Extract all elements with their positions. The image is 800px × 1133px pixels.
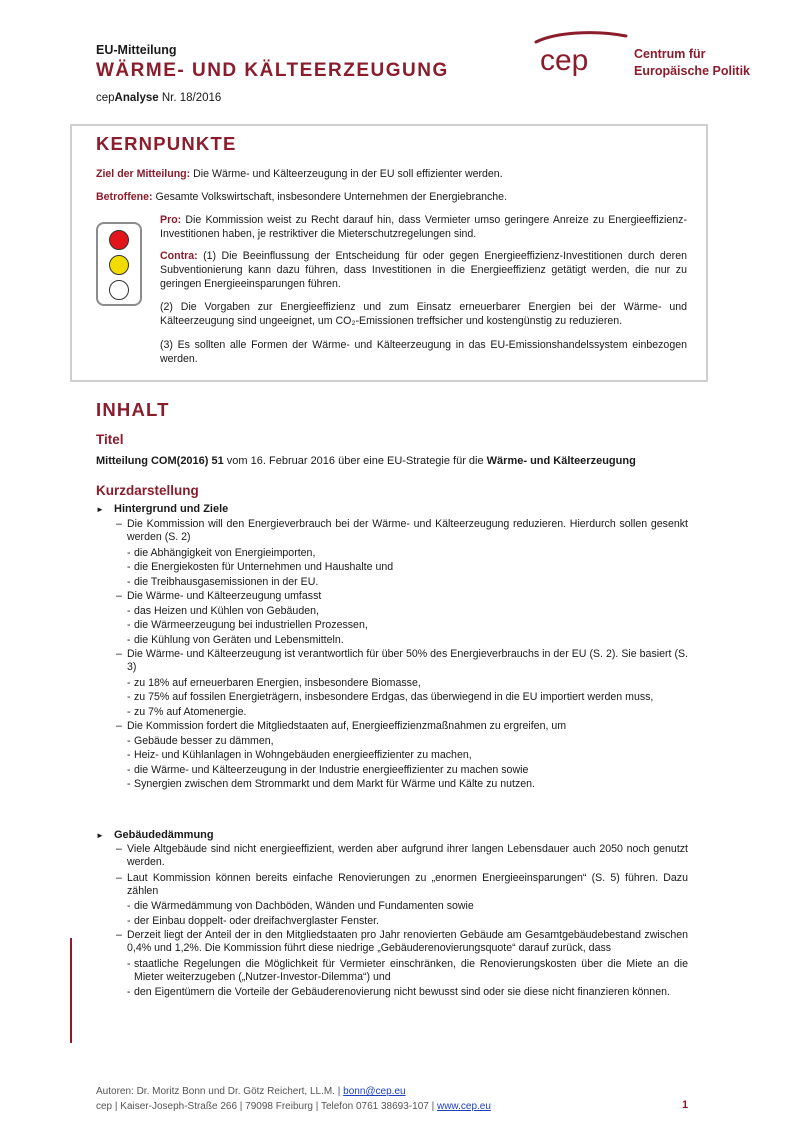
logo-text: cep	[540, 44, 589, 77]
bullet-marker: -	[127, 986, 131, 998]
contra-paragraph-2: (2) Die Vorgaben zur Energieeffizienz und zum Einsatz erneuerbarer Energien bei der Wärme- und Kälteerzeugung sind ungeeignet, um CO₂-Emissionen treffsicher und kostengünstig zu reduzieren.	[160, 301, 687, 327]
bullet-marker: -	[127, 691, 131, 703]
list-item	[96, 648, 688, 675]
bullet-marker: -	[127, 749, 131, 761]
footer	[96, 1085, 491, 1114]
list-item-text: Die Kommission will den Energieverbrauch bei der Wärme- und Kälteerzeugung reduzieren. Hierdurch sollen gesenkt werden (S. 2)	[127, 518, 688, 544]
bullet-marker: -	[127, 676, 131, 689]
list-item-text: Derzeit liegt der Anteil der in den Mitgliedstaaten pro Jahr renovierten Gebäude am Gesamtgebäudebestand zwischen 0,4% und 1,2%. Die Kommission führt diese niedrige „Gebäuderenovierungsquote“ darauf zurück, dass	[127, 929, 688, 955]
sub-list-item	[127, 986, 688, 999]
sub-list-item	[127, 677, 688, 690]
sub-list-item	[127, 605, 688, 618]
titel-heading: Titel	[96, 432, 124, 447]
footer-address: cep | Kaiser-Joseph-Straße 266 | 79098 Freiburg | Telefon 0761 38693-107 | www.cep.eu	[96, 1100, 491, 1112]
bullet-marker: -	[127, 575, 131, 588]
sub-list-item	[127, 691, 688, 704]
sub-list-item	[127, 561, 688, 574]
bullet-marker: –	[116, 720, 122, 732]
list-item-text: Die Wärme- und Kälteerzeugung ist verantwortlich für über 50% des Energieverbrauchs in der EU (S. 2). Sie basiert (S. 3)	[127, 648, 688, 674]
sub-list-item	[127, 900, 688, 913]
list-item-text: Die Wärme- und Kälteerzeugung umfasst	[127, 590, 322, 602]
yellow-lamp-icon	[109, 255, 129, 275]
list-item-text: Die Kommission fordert die Mitgliedstaaten auf, Energieeffizienzmaßnahmen zu ergreifen, um	[127, 720, 567, 732]
sub-list-item	[127, 749, 688, 762]
sub-list-item	[127, 634, 688, 647]
list-item-text: die Treibhausgasemissionen in der EU.	[134, 575, 319, 588]
bullet-marker: –	[116, 648, 122, 660]
bullet-marker: -	[127, 778, 131, 790]
list-item-text: zu 7% auf Atomenergie.	[134, 705, 247, 718]
bullet-marker: -	[127, 546, 131, 559]
list-item-text: die Wärme- und Kälteerzeugung in der Industrie energieeffizienter zu machen sowie	[134, 763, 529, 776]
list-item	[96, 929, 688, 956]
bullet-marker: –	[116, 871, 122, 884]
inhalt-heading: INHALT	[96, 399, 170, 420]
contra-paragraph-1: Contra: (1) Die Beeinflussung der Entscheidung für oder gegen Energieeffizienz-Investitionen durch deren Subventionierung kann dazu führen, dass Investitionen in die Energieeffizienz getätigt werden, die nur zu geringen Energieeinsparungen führen.	[160, 250, 687, 290]
list-item	[96, 872, 688, 899]
list-item-text: zu 18% auf erneuerbaren Energien, insbesondere Biomasse,	[134, 676, 421, 689]
email-link[interactable]: bonn@cep.eu	[343, 1086, 406, 1097]
list-item-text: Laut Kommission können bereits einfache Renovierungen zu „enormen Energieeinsparungen“ (S. 5) führen. Dazu zählen	[127, 871, 688, 897]
kurzdarstellung-heading: Kurzdarstellung	[96, 483, 199, 498]
footer-authors: Autoren: Dr. Moritz Bonn und Dr. Götz Reichert, LL.M. | bonn@cep.eu	[96, 1086, 406, 1097]
sub-list-item	[127, 547, 688, 560]
bullet-marker: -	[127, 561, 131, 573]
kernpunkte-heading: KERNPUNKTE	[96, 133, 237, 154]
bullet-marker: -	[127, 633, 131, 646]
list-item-text: die Wärmeerzeugung bei industriellen Prozessen,	[134, 619, 368, 631]
off-lamp-icon	[109, 280, 129, 300]
list-item-text: die Energiekosten für Unternehmen und Haushalte und	[134, 561, 394, 573]
bullet-marker: -	[127, 705, 131, 718]
section-title-gebaeudedaemmung: ► Gebäudedämmung	[96, 829, 214, 841]
list-item	[96, 590, 688, 603]
list-item	[96, 518, 688, 545]
document-title: WÄRME- UND KÄLTEERZEUGUNG	[96, 60, 449, 81]
list-item-text: staatliche Regelungen die Möglichkeit für Vermieter einschränken, die Renovierungskosten über die Miete an die Mieter weiterzugeben („Nutzer-Investor-Dilemma“) und	[134, 957, 688, 983]
change-marker-bar	[70, 938, 72, 1043]
sub-list-item	[127, 764, 688, 777]
sub-list-item	[127, 958, 688, 985]
analysis-number: cepAnalyse Nr. 18/2016	[96, 92, 222, 104]
section-title-hintergrund: ► Hintergrund und Ziele	[96, 503, 229, 515]
sub-list-item	[127, 915, 688, 928]
website-link[interactable]: www.cep.eu	[436, 1100, 491, 1112]
list-item-text: das Heizen und Kühlen von Gebäuden,	[134, 604, 319, 617]
bullet-marker: –	[116, 843, 122, 855]
list-item-text: Synergien zwischen dem Strommarkt und dem Markt für Wärme und Kälte zu nutzen.	[134, 778, 535, 790]
list-item-text: die Abhängigkeit von Energieimporten,	[134, 546, 316, 559]
sub-list-item	[127, 706, 688, 719]
betroffene-line: Betroffene: Gesamte Volkswirtschaft, insbesondere Unternehmen der Energiebranche.	[96, 191, 508, 203]
list-item	[96, 720, 688, 733]
list-item-text: den Eigentümern die Vorteile der Gebäuderenovierung nicht bewusst sind oder sie diese nicht finanzieren können.	[134, 986, 670, 998]
titel-line: Mitteilung COM(2016) 51 vom 16. Februar 2016 über eine EU-Strategie für die Wärme- und Kälteerzeugung	[96, 455, 636, 467]
red-lamp-icon	[109, 230, 129, 250]
bullet-marker: -	[127, 900, 131, 912]
list-item-text: Heiz- und Kühlanlagen in Wohngebäuden energieeffizienter zu machen,	[134, 749, 472, 761]
ziel-line: Ziel der Mitteilung: Die Wärme- und Kälteerzeugung in der EU soll effizienter werden.	[96, 168, 503, 180]
list-item-text: Gebäude besser zu dämmen,	[134, 734, 274, 747]
list-item-text: zu 75% auf fossilen Energieträgern, insbesondere Erdgas, das überwiegend in die EU importiert werden muss,	[134, 691, 654, 703]
arrow-right-icon: ►	[96, 831, 104, 840]
bullet-marker: -	[127, 604, 131, 617]
bullet-marker: –	[116, 590, 122, 602]
sub-list-item	[127, 576, 688, 589]
list-item-text: der Einbau doppelt- oder dreifachverglaster Fenster.	[134, 914, 379, 927]
sub-list-item	[127, 778, 688, 791]
bullet-marker: -	[127, 619, 131, 631]
contra-paragraph-3: (3) Es sollten alle Formen der Wärme- und Kälteerzeugung in das EU-Emissionshandelssystem einbezogen werden.	[160, 339, 687, 365]
list-item-text: Viele Altgebäude sind nicht energieeffizient, werden aber aufgrund ihrer langen Lebensdauer auch 2050 noch genutzt werden.	[127, 843, 688, 869]
bullet-marker: -	[127, 914, 131, 927]
pro-paragraph: Pro: Die Kommission weist zu Recht darauf hin, dass Vermieter umso geringere Anreize zu Energieeffizienz-Investitionen haben, je restriktiver die Mieterschutzregelungen sind.	[160, 214, 687, 240]
list-item-text: die Wärmedämmung von Dachböden, Wänden und Fundamenten sowie	[134, 900, 474, 912]
document-type: EU-Mitteilung	[96, 43, 177, 57]
traffic-light-icon	[96, 222, 142, 306]
bullet-marker: -	[127, 763, 131, 776]
logo-organisation-name: Centrum für Europäische Politik	[634, 47, 751, 78]
list-item-text: die Kühlung von Geräten und Lebensmitteln.	[134, 633, 344, 646]
page-number: 1	[682, 1099, 689, 1111]
list-item	[96, 843, 688, 870]
arrow-right-icon: ►	[96, 505, 104, 514]
bullet-marker: -	[127, 734, 131, 747]
bullet-marker: -	[127, 957, 131, 970]
sub-list-item	[127, 735, 688, 748]
bullet-marker: –	[116, 929, 122, 941]
bullet-marker: –	[116, 518, 122, 530]
sub-list-item	[127, 619, 688, 632]
